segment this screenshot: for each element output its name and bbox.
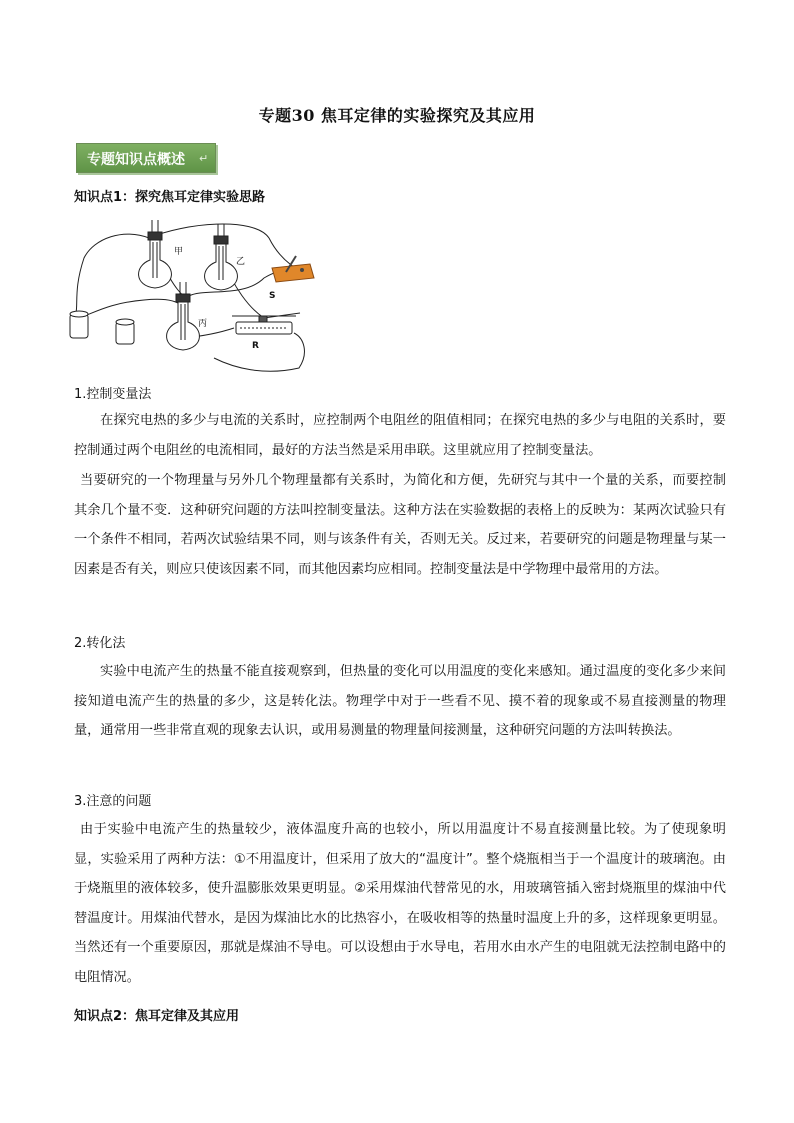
banner-label: 专题知识点概述	[87, 152, 185, 168]
switch-icon	[272, 256, 314, 282]
rheostat-icon	[232, 316, 296, 334]
label-bing: 丙	[198, 319, 208, 329]
circuit-diagram	[64, 218, 316, 376]
label-rheostat: R	[252, 341, 259, 351]
knowledge-point-2-heading: 知识点2：焦耳定律及其应用	[74, 1009, 240, 1024]
label-jia: 甲	[174, 247, 184, 257]
section-heading-1: 1.控制变量法	[74, 387, 152, 402]
paragraph-3: 实验中电流产生的热量不能直接观察到，但热量的变化可以用温度的变化来感知。通过温度的变化多少来间接知道电流产生的热量的多少，这是转化法。物理学中对于一些看不见、摸不着的现象或不易直接测量的物理量，通常用一些非常直观的现象去认识，或用易测量的物理量间接测量，这种研究问题的方法叫转换法。	[74, 664, 726, 738]
label-switch: S	[269, 291, 276, 301]
paragraph-2: 当要研究的一个物理量与另外几个物理量都有关系时，为简化和方便，先研究与其中一个量的关系，而要控制其余几个量不变．这种研究问题的方法叫控制变量法。这种方法在实验数据的表格上的反映为：某两次试验只有一个条件不相同，若两次试验结果不同，则与该条件有关，否则无关。反过来，若要研究的问题是物理量与某一因素是否有关，则应只使该因素不同，而其他因素均应相同。控制变量法是中学物理中最常用的方法。	[74, 473, 726, 577]
paragraph-4: 由于实验中电流产生的热量较少，液体温度升高的也较小，所以用温度计不易直接测量比较。为了使现象明显，实验采用了两种方法：①不用温度计，但采用了放大的“温度计”。整个烧瓶相当于一个温度计的玻璃泡。由于烧瓶里的液体较多，使升温膨胀效果更明显。②采用煤油代替常见的水，用玻璃管插入密封烧瓶里的煤油中代替温度计。用煤油代替水，是因为煤油比水的比热容小，在吸收相等的热量时温度上升的多，这样现象更明显。当然还有一个重要原因，那就是煤油不导电。可以设想由于水导电，若用水由水产生的电阻就无法控制电路中的电阻情况。	[74, 822, 726, 985]
return-mark-icon: ↵	[199, 152, 209, 165]
battery-icon	[70, 311, 134, 344]
section-banner	[76, 143, 216, 173]
page-title: 专题30 焦耳定律的实验探究及其应用	[258, 106, 536, 125]
label-yi: 乙	[236, 257, 246, 267]
section-heading-2: 2.转化法	[74, 636, 126, 651]
knowledge-point-1-heading: 知识点1：探究焦耳定律实验思路	[74, 190, 266, 205]
section-heading-3: 3.注意的问题	[74, 794, 152, 809]
paragraph-1: 在探究电热的多少与电流的关系时，应控制两个电阻丝的阻值相同；在探究电热的多少与电阻的关系时，要控制通过两个电阻丝的电流相同，最好的方法当然是采用串联。这里就应用了控制变量法。	[74, 413, 726, 458]
